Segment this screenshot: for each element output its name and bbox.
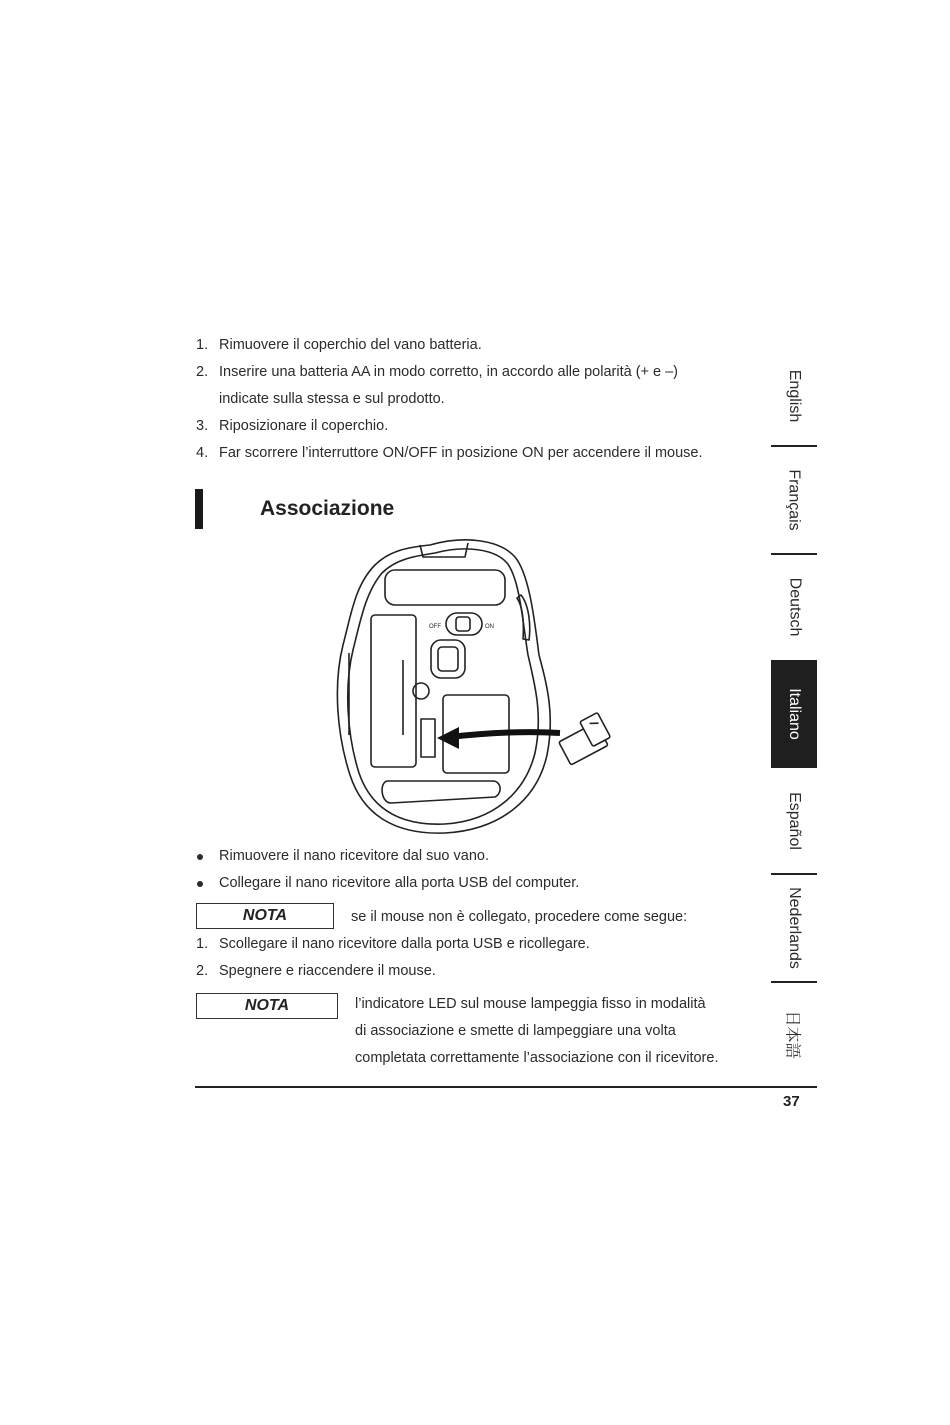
lang-tab-label: 日本語 [783,1009,801,1059]
step-text: Spegnere e riaccendere il mouse. [219,963,436,979]
step-text: Inserire una batteria AA in modo corretto, in accordo alle polarità (+ e –) [219,364,679,380]
step-number: 4. [196,445,209,461]
section-title: Associazione [260,497,395,520]
lang-separator [771,981,817,983]
section-marker-bar [195,489,203,529]
page-number: 37 [783,1093,800,1110]
step-text: Riposizionare il coperchio. [219,418,389,434]
step-1 [196,332,756,359]
mouse-outline-inner [348,549,539,824]
step-text: Scollegare il nano ricevitore dalla porta USB e ricollegare. [219,936,590,952]
bullet-dot [197,881,203,887]
lang-separator [771,873,817,875]
bullet-text: Collegare il nano ricevitore alla porta USB del computer. [219,875,580,891]
bullet-item [197,870,737,897]
bullet-dot [197,854,203,860]
note-text: di associazione e smette di lampeggiare una volta [355,1023,676,1039]
step-4 [196,440,756,467]
step-1 [196,931,756,958]
battery-cover [371,615,416,767]
lang-tab-espanol[interactable] [771,770,817,872]
lang-separator [771,445,817,447]
lang-tab-italiano[interactable] [771,660,817,768]
note-label-box: NOTA [196,993,338,1019]
lang-tab-english[interactable] [771,348,817,444]
lang-tab-japanese[interactable] [771,984,817,1084]
step-number: 2. [196,963,209,979]
switch-off-label: OFF [429,624,441,630]
step-number: 3. [196,418,209,434]
lang-tab-nederlands[interactable] [771,876,817,980]
lang-tab-label: Deutsch [786,577,804,637]
step-2 [196,958,756,985]
step-number: 1. [196,936,209,952]
top-foot-pad [385,570,505,605]
nano-receiver [555,712,613,765]
step-2 [196,359,756,413]
note-text: completata correttamente l’associazione con il ricevitore. [355,1050,719,1066]
insert-arrow [450,732,560,737]
note-text: se il mouse non è collegato, procedere come segue: [351,909,688,925]
bullet-text: Rimuovere il nano ricevitore dal suo vano. [219,848,489,864]
lang-tab-label: Italiano [786,688,803,740]
step-text-continued: indicate sulla stessa e sul prodotto. [219,391,445,407]
step-text: Far scorrere l’interruttore ON/OFF in posizione ON per accendere il mouse. [219,445,703,461]
bullet-item [197,843,737,870]
lang-tab-label: Nederlands [786,887,804,969]
lang-tab-label: Español [786,792,804,850]
note-text: l’indicatore LED sul mouse lampeggia fisso in modalità [355,996,706,1012]
step-number: 1. [196,337,209,353]
bottom-foot-pad [382,781,500,803]
step-3 [196,413,756,440]
mouse-underside-illustration [325,535,625,840]
step-text: Rimuovere il coperchio del vano batteria. [219,337,482,353]
lang-tab-francais[interactable] [771,448,817,552]
side-button [517,595,530,640]
switch-on-label: ON [485,624,494,630]
lang-tab-label: English [786,369,804,423]
lang-tab-label: Français [786,469,804,531]
step-number: 2. [196,364,209,380]
note-label-box: NOTA [196,903,334,929]
footer-rule [195,1086,817,1088]
optical-sensor [431,640,465,678]
lang-tab-deutsch[interactable] [771,556,817,658]
lang-separator [771,553,817,555]
